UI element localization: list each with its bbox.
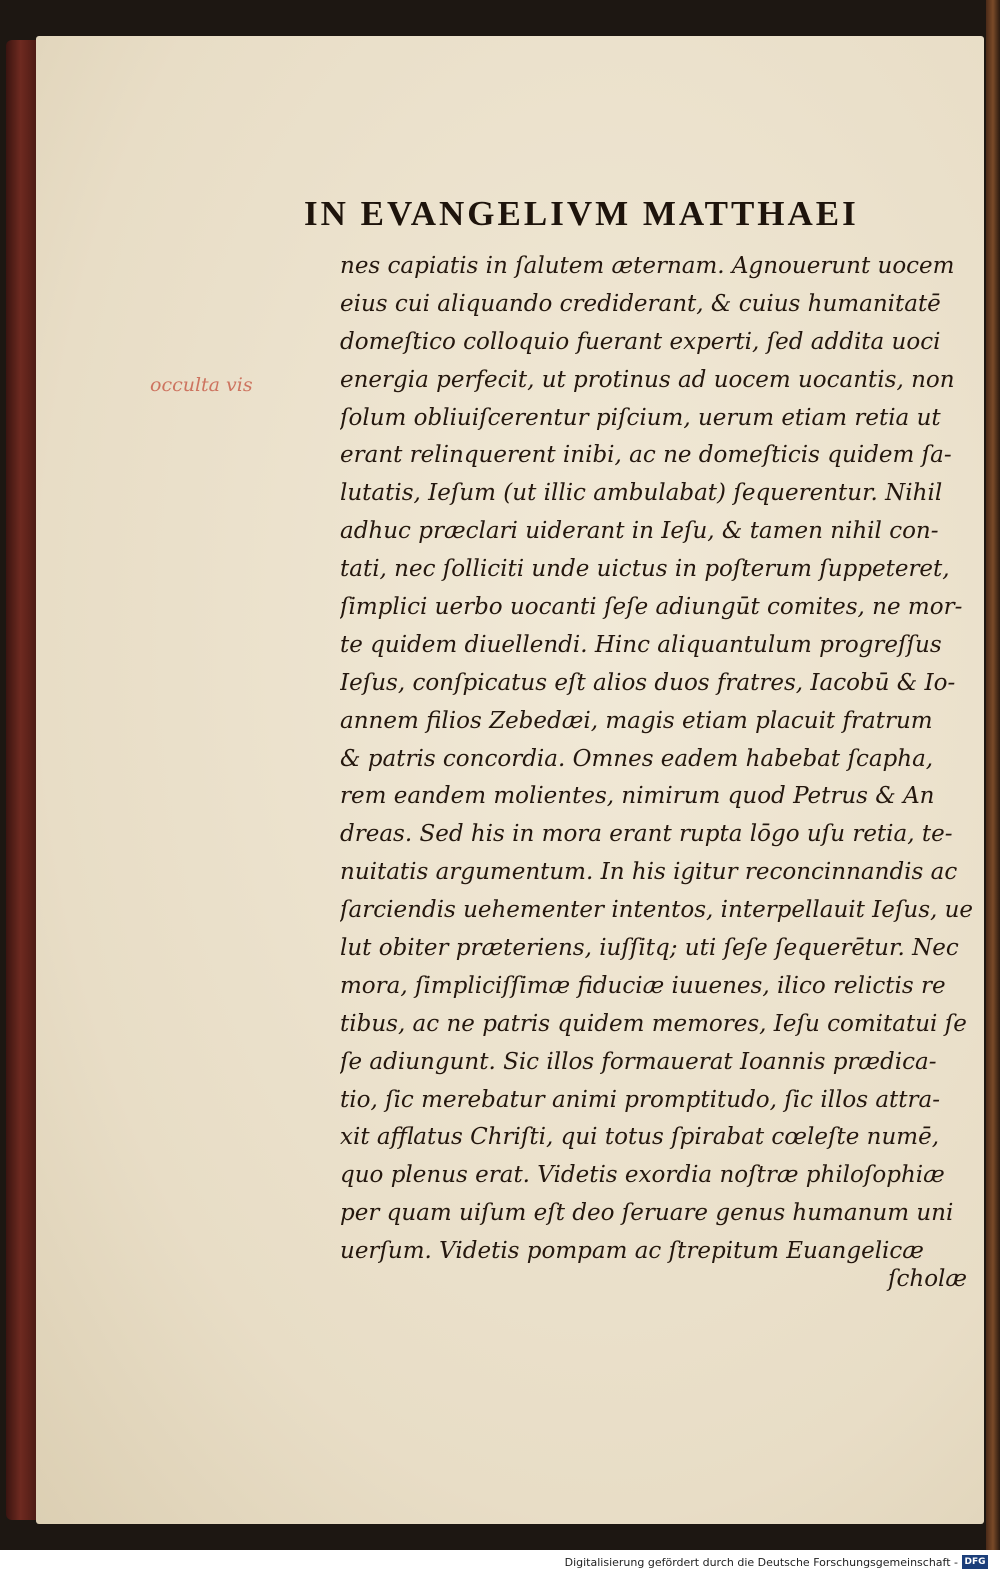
text-line: eius cui aliquando crediderant, & cuius humanitatē xyxy=(340,290,941,317)
catchword: ſcholæ xyxy=(888,1266,968,1292)
text-line: uerſum. Videtis pompam ac ſtrepitum Euangelicæ xyxy=(340,1238,924,1265)
text-line: lut obiter præteriens, iuſſitq; uti ſeſe ſequerētur. Nec xyxy=(340,935,959,962)
running-head: IN EVANGELIVM MATTHAEI xyxy=(304,194,859,233)
text-line: tio, ſic merebatur animi promptitudo, ſic illos attra- xyxy=(340,1086,941,1113)
text-line: Ieſus, conſpicatus eſt alios duos fratres, Iacobū & Io- xyxy=(340,669,956,696)
page-edge xyxy=(986,0,1000,1550)
text-line: domeſtico colloquio fuerant experti, ſed addita uoci xyxy=(340,328,941,355)
dfg-logo: DFG xyxy=(962,1555,988,1569)
book-binding xyxy=(6,40,38,1520)
text-line: ſimplici uerbo uocanti ſeſe adiungūt comites, ne mor- xyxy=(340,594,963,621)
text-line: tati, nec ſolliciti unde uictus in poſterum ſuppeteret, xyxy=(340,556,950,583)
text-line: quo plenus erat. Videtis exordia noſtræ philoſophiæ xyxy=(340,1162,945,1189)
text-line: ſe adiungunt. Sic illos formauerat Ioannis prædica- xyxy=(340,1048,937,1075)
text-line: dreas. Sed his in mora erant rupta lōgo uſu retia, te- xyxy=(340,821,953,848)
marginal-annotation: occulta vis xyxy=(150,374,253,396)
funding-credit: Digitalisierung gefördert durch die Deutsche Forschungsgemeinschaft - xyxy=(564,1556,958,1569)
text-line: energia perfecit, ut protinus ad uocem uocantis, non xyxy=(340,366,955,393)
text-line: xit afflatus Chriſti, qui totus ſpirabat cœleſte numē, xyxy=(340,1124,940,1151)
text-line: annem filios Zebedæi, magis etiam placuit fratrum xyxy=(340,707,933,734)
text-line: adhuc præclari uiderant in Ieſu, & tamen nihil con- xyxy=(340,518,939,545)
body-text xyxy=(340,248,980,1271)
footer-strip xyxy=(0,1550,1000,1576)
text-line: per quam uiſum eſt deo ſeruare genus humanum uni xyxy=(340,1200,954,1227)
text-line: mora, ſimpliciſſimæ fiduciæ iuuenes, ilico relictis re xyxy=(340,972,946,999)
text-line: te quidem diuellendi. Hinc aliquantulum progreſſus xyxy=(340,631,942,658)
text-line: lutatis, Ieſum (ut illic ambulabat) ſequerentur. Nihil xyxy=(340,480,943,507)
text-line: nuitatis argumentum. In his igitur reconcinnandis ac xyxy=(340,859,958,886)
text-line: ſolum obliuiſcerentur piſcium, uerum etiam retia ut xyxy=(340,404,941,431)
text-line: ſarciendis uehementer intentos, interpellauit Ieſus, ue xyxy=(340,897,974,924)
text-line: tibus, ac ne patris quidem memores, Ieſu comitatui ſe xyxy=(340,1010,967,1037)
text-line: erant relinquerent inibi, ac ne domeſticis quidem ſa- xyxy=(340,442,952,469)
paper-page xyxy=(36,36,984,1524)
text-line: rem eandem molientes, nimirum quod Petrus & An xyxy=(340,783,935,810)
text-line: nes capiatis in ſalutem æternam. Agnouerunt uocem xyxy=(340,253,955,279)
text-line: & patris concordia. Omnes eadem habebat ſcapha, xyxy=(340,745,934,772)
